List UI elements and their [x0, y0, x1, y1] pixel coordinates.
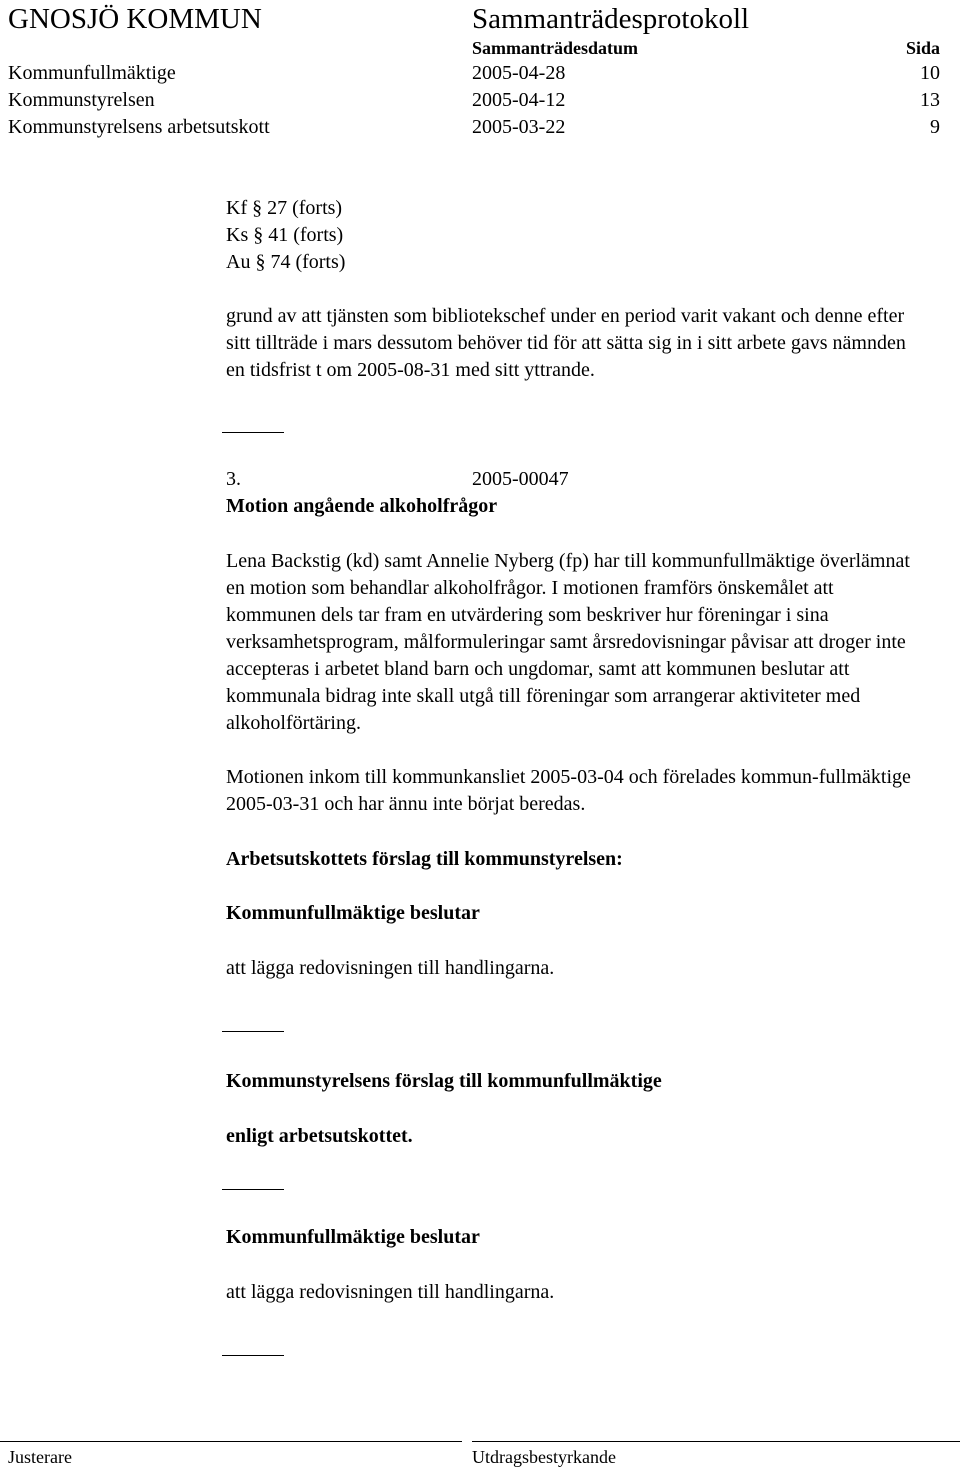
paragraph-ref: Ks § 41 (forts): [226, 224, 344, 246]
paragraph-ref: Au § 74 (forts): [226, 251, 346, 273]
organization-name: GNOSJÖ KOMMUN: [8, 3, 262, 35]
section-divider: [222, 432, 284, 433]
meeting-date-label: Sammanträdesdatum: [472, 38, 639, 58]
item-title: Motion angående alkoholfrågor: [226, 495, 498, 517]
ks-proposal-heading: Kommunstyrelsens förslag till kommunfullmäktige: [226, 1070, 662, 1092]
header-date: 2005-03-22: [472, 116, 566, 138]
section-divider: [222, 1189, 284, 1190]
au-proposal-text: att lägga redovisningen till handlingarna.: [226, 957, 555, 979]
motion-status-paragraph: Motionen inkom till kommunkansliet 2005-03-04 och förelades kommun-fullmäktige 2005-03-31 och har ännu inte börjat beredas.: [226, 766, 911, 815]
header-body: Kommunstyrelsen: [8, 89, 155, 111]
motion-paragraph: Lena Backstig (kd) samt Annelie Nyberg (fp) har till kommunfullmäktige överlämnat en motion som behandlar alkoholfrågor. I motionen framförs önskemålet att kommunen dels tar fram en utvärdering som beskriver hur föreningar i sina verksamhetsprogram, målformuleringar samt årsredovisningar påvisar att droger inte accepteras i arbetet bland barn och ungdomar, samt att kommunen beslutar att kommunala bidrag inte skall utgå till föreningar som arrangerar aktiviteter med alkoholförtäring.: [226, 550, 910, 734]
page-label: Sida: [905, 38, 940, 58]
section-divider: [222, 1031, 284, 1032]
au-proposal-heading: Arbetsutskottets förslag till kommunstyrelsen:: [226, 848, 623, 870]
header-date: 2005-04-12: [472, 89, 566, 111]
paragraph-ref: Kf § 27 (forts): [226, 197, 343, 219]
kf-decision-heading: Kommunfullmäktige beslutar: [226, 1226, 480, 1248]
footer-rule-right: [472, 1441, 960, 1442]
paragraph-references: [226, 195, 926, 276]
header-page: 13: [920, 89, 940, 111]
utdragsbestyrkande-label: Utdragsbestyrkande: [472, 1447, 616, 1467]
header-body: Kommunstyrelsens arbetsutskott: [8, 116, 270, 138]
justerare-label: Justerare: [8, 1447, 72, 1467]
au-proposal-subheading: Kommunfullmäktige beslutar: [226, 902, 480, 924]
header-page: 10: [920, 62, 940, 84]
document-title: Sammanträdesprotokoll: [472, 3, 750, 35]
header-page: 9: [930, 116, 940, 138]
case-number: 2005-00047: [472, 468, 569, 490]
kf-decision-text: att lägga redovisningen till handlingarna.: [226, 1281, 555, 1303]
continuation-paragraph: grund av att tjänsten som bibliotekschef under en period varit vakant och denne efter sitt tillträde i mars dessutom behöver tid för att sätta sig in i sitt arbete gavs nämnden en tidsfrist t om 2005-08-31 med sitt yttrande.: [226, 305, 906, 381]
section-divider: [222, 1355, 284, 1356]
footer-rule-left: [0, 1441, 462, 1442]
ks-proposal-text: enligt arbetsutskottet.: [226, 1125, 413, 1147]
header-body: Kommunfullmäktige: [8, 62, 176, 84]
header-date: 2005-04-28: [472, 62, 566, 84]
item-number: 3.: [226, 468, 241, 490]
